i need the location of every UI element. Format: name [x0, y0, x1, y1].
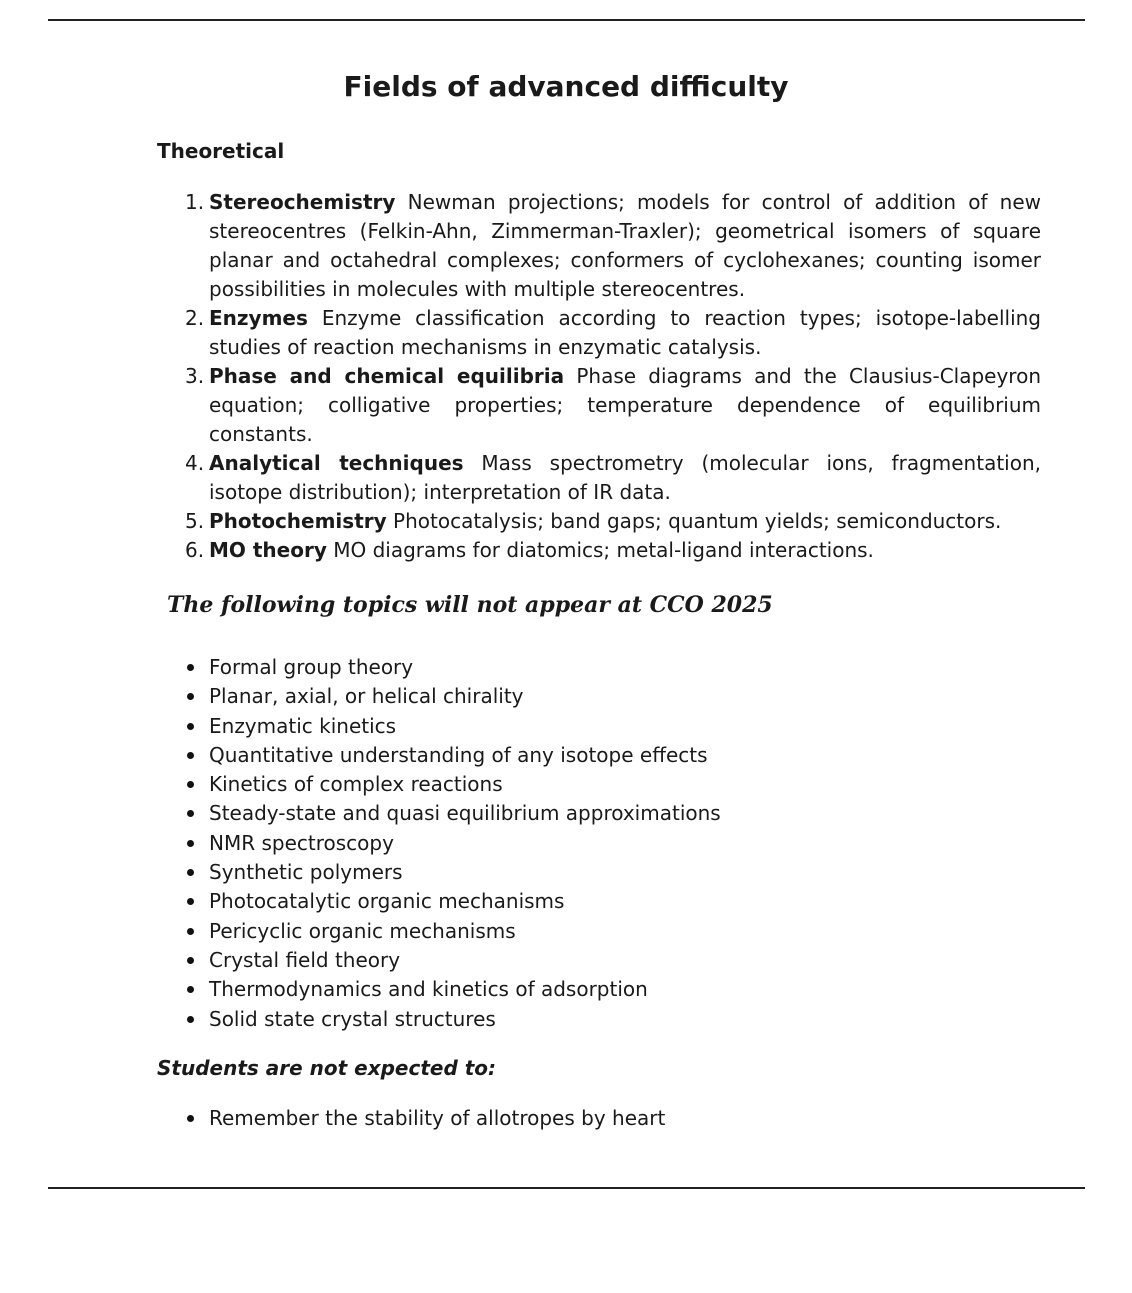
list-item: Thermodynamics and kinetics of adsorption [209, 975, 721, 1004]
list-item: 3. Phase and chemical equilibria Phase diagrams and the Clausius-Clapeyron equation; colligative properties; temperature dependence of equilibrium constants. [185, 364, 1042, 446]
list-item: Pericyclic organic mechanisms [209, 917, 721, 946]
field-term: MO theory [209, 538, 327, 562]
field-description: Photocatalysis; band gaps; quantum yields; semiconductors. [393, 509, 1002, 533]
list-item: 2. Enzymes Enzyme classification according to reaction types; isotope-labelling studies of reaction mechanisms in enzymatic catalysis. [185, 306, 1041, 359]
field-term: Stereochemistry [209, 190, 396, 214]
list-item: Solid state crystal structures [209, 1005, 721, 1034]
list-item: Synthetic polymers [209, 858, 721, 887]
top-rule [48, 19, 1085, 21]
field-description: Enzyme classification according to reaction types; isotope-labelling studies of reaction mechanisms in enzymatic catalysis. [209, 306, 1041, 359]
excluded-topics-list [157, 653, 721, 1034]
list-item: Planar, axial, or helical chirality [209, 682, 721, 711]
excluded-topics-heading: The following topics will not appear at CCO 2025 [167, 592, 773, 618]
list-item: Photocatalytic organic mechanisms [209, 887, 721, 916]
list-item: 5. Photochemistry Photocatalysis; band gaps; quantum yields; semiconductors. [185, 509, 1002, 533]
list-item: Formal group theory [209, 653, 721, 682]
field-term: Enzymes [209, 306, 308, 330]
list-item: 1. Stereochemistry Newman projections; models for control of addition of new stereocentres (Felkin-Ahn, Zimmerman-Traxler); geometrical isomers of square planar and octahedral complexes; conformers of cyclohexanes; counting isomer possibilities in molecules with multiple stereocentres. [185, 190, 1042, 301]
list-item: Enzymatic kinetics [209, 712, 721, 741]
page-title: Fields of advanced difficulty [343, 70, 789, 103]
theoretical-fields-list [157, 188, 1041, 565]
field-term: Analytical techniques [209, 451, 464, 475]
field-term: Photochemistry [209, 509, 387, 533]
field-description: MO diagrams for diatomics; metal-ligand interactions. [333, 538, 874, 562]
list-item: Quantitative understanding of any isotope effects [209, 741, 721, 770]
list-item: Steady-state and quasi equilibrium approximations [209, 799, 721, 828]
bottom-rule [48, 1187, 1085, 1189]
list-item: Remember the stability of allotropes by heart [209, 1104, 665, 1133]
field-term: Phase and chemical equilibria [209, 364, 565, 388]
field-description: Phase diagrams and the Clausius-Clapeyron equation; colligative properties; temperature dependence of equilibrium constants. [209, 364, 1042, 446]
field-description: Mass spectrometry (molecular ions, fragmentation, isotope distribution); interpretation of IR data. [209, 451, 1041, 504]
list-item: Crystal field theory [209, 946, 721, 975]
list-item: 6. MO theory MO diagrams for diatomics; metal-ligand interactions. [185, 538, 874, 562]
students-expectations-list [157, 1104, 665, 1133]
list-item: Kinetics of complex reactions [209, 770, 721, 799]
students-expectations-heading: Students are not expected to: [157, 1056, 497, 1080]
theoretical-heading: Theoretical [157, 139, 285, 163]
field-description: Newman projections; models for control of addition of new stereocentres (Felkin-Ahn, Zimmerman-Traxler); geometrical isomers of square planar and octahedral complexes; conformers of cyclohexanes; counting isomer possibilities in molecules with multiple stereocentres. [209, 190, 1042, 301]
list-item: NMR spectroscopy [209, 829, 721, 858]
list-item: 4. Analytical techniques Mass spectrometry (molecular ions, fragmentation, isotope distribution); interpretation of IR data. [185, 451, 1041, 504]
